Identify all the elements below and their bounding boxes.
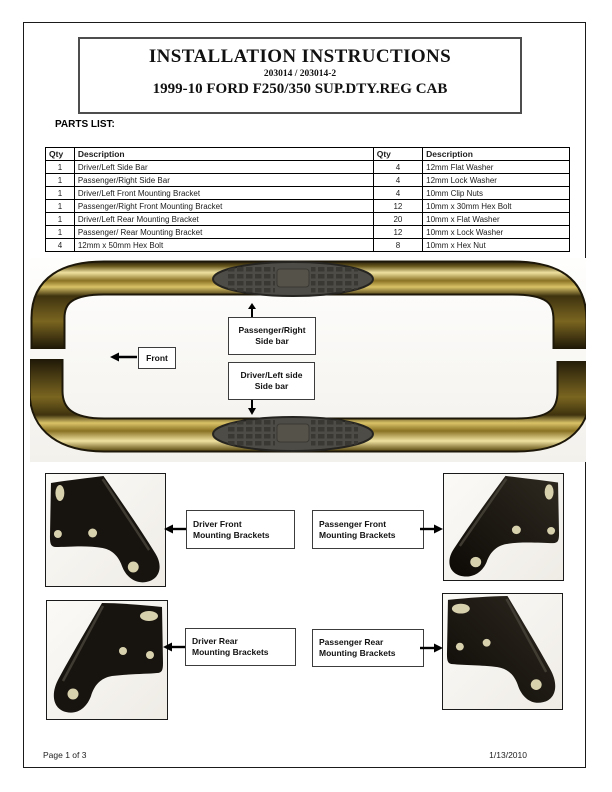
parts-list-heading: PARTS LIST: bbox=[55, 119, 115, 130]
driver-side-bar-callout bbox=[228, 362, 315, 400]
qty-cell: 4 bbox=[373, 161, 422, 174]
description-column-header: Description bbox=[74, 148, 373, 161]
table-row bbox=[46, 161, 570, 174]
description-cell: 10mm x Hex Nut bbox=[423, 239, 570, 252]
callout-line: Driver Front bbox=[193, 518, 242, 529]
callout-line: Passenger Front bbox=[319, 518, 387, 529]
page-number: Page 1 of 3 bbox=[43, 750, 87, 760]
description-cell: Driver/Left Rear Mounting Bracket bbox=[74, 213, 373, 226]
footer-date: 1/13/2010 bbox=[489, 750, 527, 760]
page-title: INSTALLATION INSTRUCTIONS bbox=[148, 46, 452, 67]
callout-line: Mounting Brackets bbox=[319, 648, 396, 658]
callout-line: Passenger/Right bbox=[238, 325, 306, 335]
callout-line: Passenger Rear bbox=[319, 637, 384, 647]
down-arrow-icon bbox=[247, 400, 257, 415]
qty-cell: 12 bbox=[373, 200, 422, 213]
step-pad bbox=[213, 417, 373, 451]
description-cell: 12mm x 50mm Hex Bolt bbox=[74, 239, 373, 252]
table-row bbox=[46, 187, 570, 200]
callout-line: Side bar bbox=[254, 381, 289, 391]
passenger-rear-bracket-image bbox=[442, 593, 563, 710]
description-cell: 12mm Lock Washer bbox=[423, 174, 570, 187]
description-cell: Driver/Left Side Bar bbox=[74, 161, 373, 174]
passenger-rear-bracket-callout bbox=[312, 629, 424, 667]
driver-front-bracket-callout bbox=[186, 510, 295, 549]
description-cell: 10mm Clip Nuts bbox=[423, 187, 570, 200]
title-box bbox=[78, 37, 522, 114]
qty-cell: 1 bbox=[46, 161, 75, 174]
qty-cell: 1 bbox=[46, 213, 75, 226]
qty-cell: 1 bbox=[46, 187, 75, 200]
driver-front-bracket-image bbox=[45, 473, 166, 587]
table-header-row bbox=[46, 148, 570, 161]
driver-rear-bracket-callout bbox=[185, 628, 296, 666]
passenger-front-bracket-callout bbox=[312, 510, 424, 549]
qty-cell: 1 bbox=[46, 174, 75, 187]
callout-line: Front bbox=[146, 352, 168, 363]
qty-cell: 8 bbox=[373, 239, 422, 252]
up-arrow-icon bbox=[247, 303, 257, 318]
table-row bbox=[46, 200, 570, 213]
callout-line: Mounting Brackets bbox=[193, 529, 270, 540]
parts-table bbox=[45, 147, 570, 252]
qty-cell: 20 bbox=[373, 213, 422, 226]
right-arrow-icon bbox=[419, 643, 443, 653]
description-cell: 10mm x Lock Washer bbox=[423, 226, 570, 239]
right-arrow-icon bbox=[419, 524, 443, 534]
left-arrow-icon bbox=[164, 524, 188, 534]
table-row bbox=[46, 174, 570, 187]
qty-cell: 1 bbox=[46, 226, 75, 239]
vehicle-model: 1999-10 FORD F250/350 SUP.DTY.REG CAB bbox=[152, 81, 448, 97]
callout-line: Side bar bbox=[255, 336, 289, 346]
qty-cell: 4 bbox=[373, 174, 422, 187]
callout-line: Driver/Left side bbox=[240, 370, 303, 380]
description-cell: Passenger/ Rear Mounting Bracket bbox=[74, 226, 373, 239]
front-direction-callout bbox=[138, 347, 176, 369]
description-cell: Passenger/Right Side Bar bbox=[74, 174, 373, 187]
callout-line: Driver Rear bbox=[192, 636, 238, 646]
description-cell: Passenger/Right Front Mounting Bracket bbox=[74, 200, 373, 213]
qty-cell: 4 bbox=[373, 187, 422, 200]
qty-cell: 1 bbox=[46, 200, 75, 213]
table-row bbox=[46, 213, 570, 226]
step-pad bbox=[213, 262, 373, 296]
driver-rear-bracket-image bbox=[46, 600, 168, 720]
qty-column-header: Qty bbox=[46, 148, 75, 161]
description-cell: 10mm x Flat Washer bbox=[423, 213, 570, 226]
description-cell: Driver/Left Front Mounting Bracket bbox=[74, 187, 373, 200]
description-column-header-2: Description bbox=[423, 148, 570, 161]
passenger-front-bracket-image bbox=[443, 473, 564, 581]
part-numbers: 203014 / 203014-2 bbox=[263, 69, 337, 79]
table-row bbox=[46, 239, 570, 252]
table-row bbox=[46, 226, 570, 239]
passenger-side-bar-callout bbox=[228, 317, 316, 355]
callout-line: Mounting Brackets bbox=[319, 529, 396, 540]
left-arrow-icon bbox=[163, 642, 187, 652]
left-arrow-icon bbox=[110, 352, 138, 362]
qty-column-header-2: Qty bbox=[373, 148, 422, 161]
callout-line: Mounting Brackets bbox=[192, 647, 269, 657]
qty-cell: 4 bbox=[46, 239, 75, 252]
description-cell: 12mm Flat Washer bbox=[423, 161, 570, 174]
qty-cell: 12 bbox=[373, 226, 422, 239]
description-cell: 10mm x 30mm Hex Bolt bbox=[423, 200, 570, 213]
